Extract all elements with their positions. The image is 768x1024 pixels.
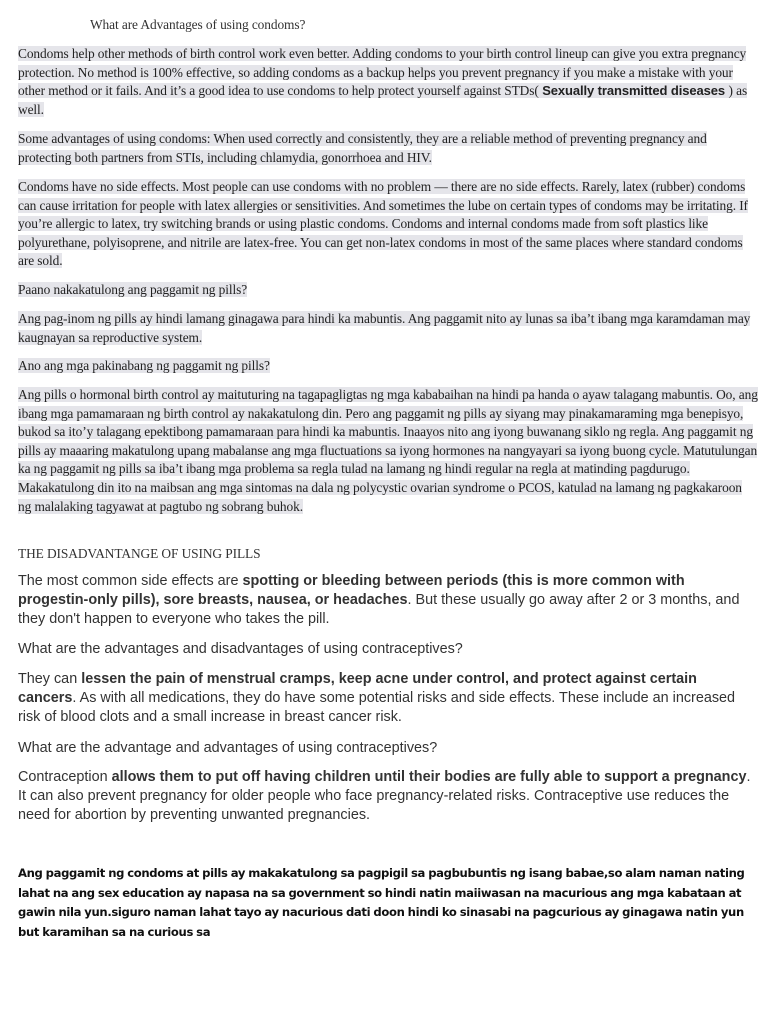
text-run: The most common side effects are <box>18 573 243 589</box>
question-advantage-and-advantages: What are the advantage and advantages of using contraceptives? <box>18 740 438 756</box>
question-advantages-disadvantages: What are the advantages and disadvantages of using contraceptives? <box>18 641 463 657</box>
question-pakinabang-ng-pills: Ano ang mga pakinabang ng paggamit ng pills? <box>18 358 270 373</box>
bold-text-benefits: lessen the pain of menstrual cramps, keep acne under control, and protect against certain cancers <box>18 671 697 706</box>
text-run: They can <box>18 671 82 687</box>
paragraph-condom-side-effects: Condoms have no side effects. Most people can use condoms with no problem — there are no side effects. Rarely, latex (rubber) condoms can cause irritation for people with latex allergies or sensitivities. And sometimes the lube on certain types of condoms may be irritating. If you’re allergic to latex, try switching brands or using plastic condoms. Condoms and internal condoms made from soft plastics like polyurethane, polyisoprene, and nitrile are latex-free. You can get non-latex condoms in most of the same places where standard condoms are sold. <box>18 179 748 269</box>
bold-text-contraception: allows them to put off having children until their bodies are fully able to support a pregnancy <box>111 769 747 785</box>
paragraph-condom-protection <box>18 45 758 119</box>
text-run: . It can also prevent pregnancy for older people who face pregnancy-related risks. Contraceptive use reduces the need for abortion by preventing unwanted pregnancies. <box>18 769 751 823</box>
doc-title: What are Advantages of using condoms? <box>90 17 306 32</box>
text-run: . As with all medications, they do have some potential risks and side effects. These include an increased risk of blood clots and a small increase in breast cancer risk. <box>18 690 736 725</box>
paragraph-personal-opinion: Ang paggamit ng condoms at pills ay makakatulong sa pagpigil sa pagbubuntis ng isang babae,so alam naman nating lahat na ang sex education ay napasa na sa government so hindi natin maiiwasan na macurious ang mga kabataan at gawin nila yun.siguro naman lahat tayo ay nacurious dati doon hindi ko sinasabi na pagcurious ay ginagawa natin yun but karamihan sa na curious sa <box>18 866 745 939</box>
text-run: Condoms help other methods of birth control work even better. Adding condoms to your birth control lineup can give you extra pregnancy protection. No method is 100% effective, so adding condoms as a backup helps you prevent pregnancy if you make a mistake with your other method or it fails. And it’s a good idea to use condoms to help protect yourself against STDs( <box>18 46 747 99</box>
heading-disadvantage-pills: THE DISADVANTANGE OF USING PILLS <box>18 546 261 561</box>
text-run: ) as well. <box>18 83 748 117</box>
question-paano-nakakatulong: Paano nakakatulong ang paggamit ng pills? <box>18 282 248 297</box>
paragraph-pill-side-effects <box>18 572 758 629</box>
paragraph-contraceptive-benefits <box>18 670 758 727</box>
text-run: . But these usually go away after 2 or 3 months, and they don't happen to everyone who takes the pill. <box>18 592 740 627</box>
bold-text-stds: Sexually transmitted diseases <box>538 83 729 99</box>
paragraph-condom-advantages: Some advantages of using condoms: When used correctly and consistently, they are a reliable method of preventing pregnancy and protecting both partners from STIs, including chlamydia, gonorrhoea and HIV. <box>18 131 707 165</box>
bold-text-side-effects: spotting or bleeding between periods (this is more common with progestin-only pills), sore breasts, nausea, or headaches <box>18 573 685 608</box>
text-run: Contraception <box>18 769 112 785</box>
paragraph-hormonal-birth-control: Ang pills o hormonal birth control ay maituturing na tagapagligtas ng mga kababaihan na hindi pa handa o ayaw talagang mabuntis. Oo, ang ibang mga pamamaraan ng birth control ay nakakatulong din. Pero ang paggamit ng pills ay siyang may pinakamaraming mga benepisyo, bukod sa ito’y talagang epektibong pamamaraan para hindi ka mabuntis. Inaayos nito ang iyong buwanang siklo ng regla. Ang paggamit ng pills ay maaaring makatulong upang mabalanse ang mga fluctuations sa iyong hormones na nangyayari sa iyong buong cycle. Matutulungan ka ng paggamit ng pills sa iba’t ibang mga problema sa regla tulad na lamang ng hindi regular na regla at matinding pagdurugo. Makakatulong din ito na maibsan ang mga sintomas na dala ng polycystic ovarian syndrome o PCOS, katulad na lamang ng pagkakaroon ng malalaking tagyawat at pagtubo ng sobrang buhok. <box>18 387 758 514</box>
paragraph-contraception <box>18 768 758 825</box>
paragraph-pag-inom-ng-pills: Ang pag-inom ng pills ay hindi lamang ginagawa para hindi ka mabuntis. Ang paggamit nito ay lunas sa iba’t ibang mga karamdaman may kaugnayan sa reproductive system. <box>18 311 751 345</box>
